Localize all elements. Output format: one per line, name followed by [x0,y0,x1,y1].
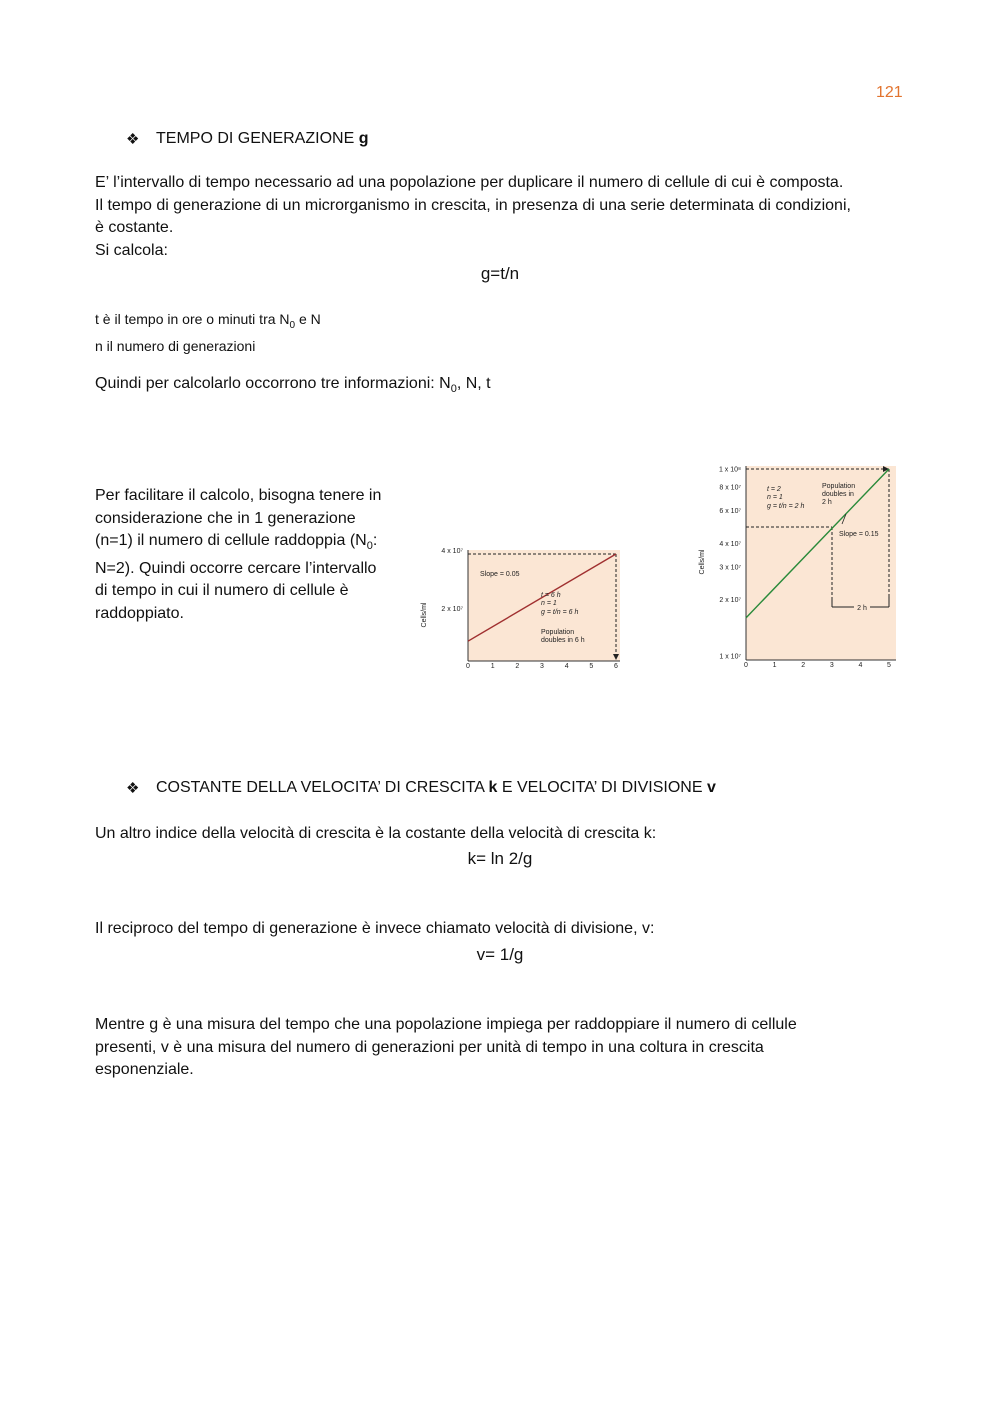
paragraph-line: è costante. [95,219,174,236]
slope-annotation: Slope = 0.15 [839,531,879,538]
population-annotation: Population [822,483,856,490]
n-annotation: n = 1 [767,494,783,501]
y-tick-label: 1 x 10⁸ [718,466,741,474]
comparison-paragraph [95,1014,797,1082]
y-tick-label: 4 x 10⁷ [441,548,463,555]
hint-line: di tempo in cui il numero di cellule è [95,582,349,600]
growth-rate-paragraph: Un altro indice della velocità di crescita è la costante della velocità di crescita k: [95,825,657,842]
n-annotation: n = 1 [541,600,557,607]
x-tick-label: 0 [466,663,470,670]
heading-symbol: g [358,130,369,147]
g-annotation: g = t/n = 6 h [541,609,579,616]
definition-n: n il numero di generazioni [95,337,256,354]
y-tick-label: 2 x 10⁷ [441,606,463,613]
y-tick-label: 4 x 10⁷ [719,540,741,548]
y-axis-label: Cells/ml [699,549,706,575]
x-tick-label: 3 [540,663,544,670]
bullet-icon: ❖ [126,131,140,148]
y-axis-label: Cells/ml [421,602,428,628]
x-tick-label: 3 [829,662,834,669]
required-info: Quindi per calcolarlo occorrono tre informazioni: $N_0$, N, t [95,375,491,396]
y-tick-label: 6 x 10⁷ [719,507,741,515]
hint-line: N=2). Quindi occorre cercare l’intervallo [95,559,377,577]
paragraph-line: presenti, v è una misura del numero di generazioni per unità di tempo in una coltura in crescita [95,1038,764,1056]
g-annotation: g = t/n = 2 h [767,503,805,510]
x-tick-label: 1 [490,663,495,670]
hint-line: raddoppiato. [95,604,184,622]
t-annotation: t = 2 [767,486,781,493]
t-annotation: t = 6 h [541,592,561,599]
growth-chart-fast [694,462,906,672]
section-heading-growth-rate: COSTANTE DELLA VELOCITA’ DI CRESCITA k E VELOCITA’ DI DIVISIONE v [156,779,716,796]
x-tick-label: 1 [772,662,777,669]
slope-annotation: Slope = 0.05 [480,571,520,578]
doubles-annotation-2: 2 h [822,499,832,506]
paragraph-line: E’ l’intervallo di tempo necessario ad una popolazione per duplicare il numero di cellule di cui è composta. [95,174,844,191]
formula-k: k= ln 2/g [467,849,533,868]
hint-line: considerazione che in 1 generazione [95,509,356,527]
hint-line: Per facilitare il calcolo, bisogna tenere in [95,487,382,504]
paragraph-line: esponenziale. [95,1061,194,1078]
doubles-annotation: doubles in [822,491,854,498]
x-tick-label: 2 [515,663,520,670]
definition-paragraph [95,172,851,262]
y-tick-label: 8 x 10⁷ [719,484,741,492]
x-tick-label: 4 [564,663,569,670]
doubles-annotation: doubles in 6 h [541,637,585,644]
division-rate-paragraph: Il reciproco del tempo di generazione è invece chiamato velocità di divisione, v: [95,920,655,937]
y-tick-label: 3 x 10⁷ [719,564,741,572]
calculation-hint [95,485,381,625]
paragraph-line: Il tempo di generazione di un microrganismo in crescita, in presenza di una serie determinata di condizioni, [95,196,851,214]
heading-text: TEMPO DI GENERAZIONE [156,130,359,147]
x-tick-label: 4 [858,662,863,669]
section-heading-generation-time [156,128,368,151]
definition-t: t è il tempo in ore o minuti tra $N_0$ e N [95,311,321,331]
growth-chart-slow [416,540,628,672]
formula-g: g=t/n [480,264,520,283]
x-tick-label: 5 [589,663,594,670]
hint-line: (n=1) il numero di cellule raddoppia ($N_0$: [95,532,378,553]
x-tick-label: 6 [614,663,618,670]
paragraph-line: Si calcola: [95,241,168,259]
x-tick-label: 5 [887,662,891,669]
x-tick-label: 2 [801,662,806,669]
paragraph-line: Mentre g è una misura del tempo che una popolazione impiega per raddoppiare il numero di cellule [95,1016,797,1033]
bullet-icon: ❖ [126,780,140,797]
y-tick-label: 1 x 10⁷ [719,653,741,661]
x-tick-label: 0 [744,662,748,669]
bracket-label: 2 h [857,605,867,612]
population-annotation: Population [541,629,575,636]
page-number: 121 [876,84,903,101]
variable-definitions [95,309,321,356]
y-tick-label: 2 x 10⁷ [719,597,741,605]
formula-v: v= 1/g [476,945,524,964]
